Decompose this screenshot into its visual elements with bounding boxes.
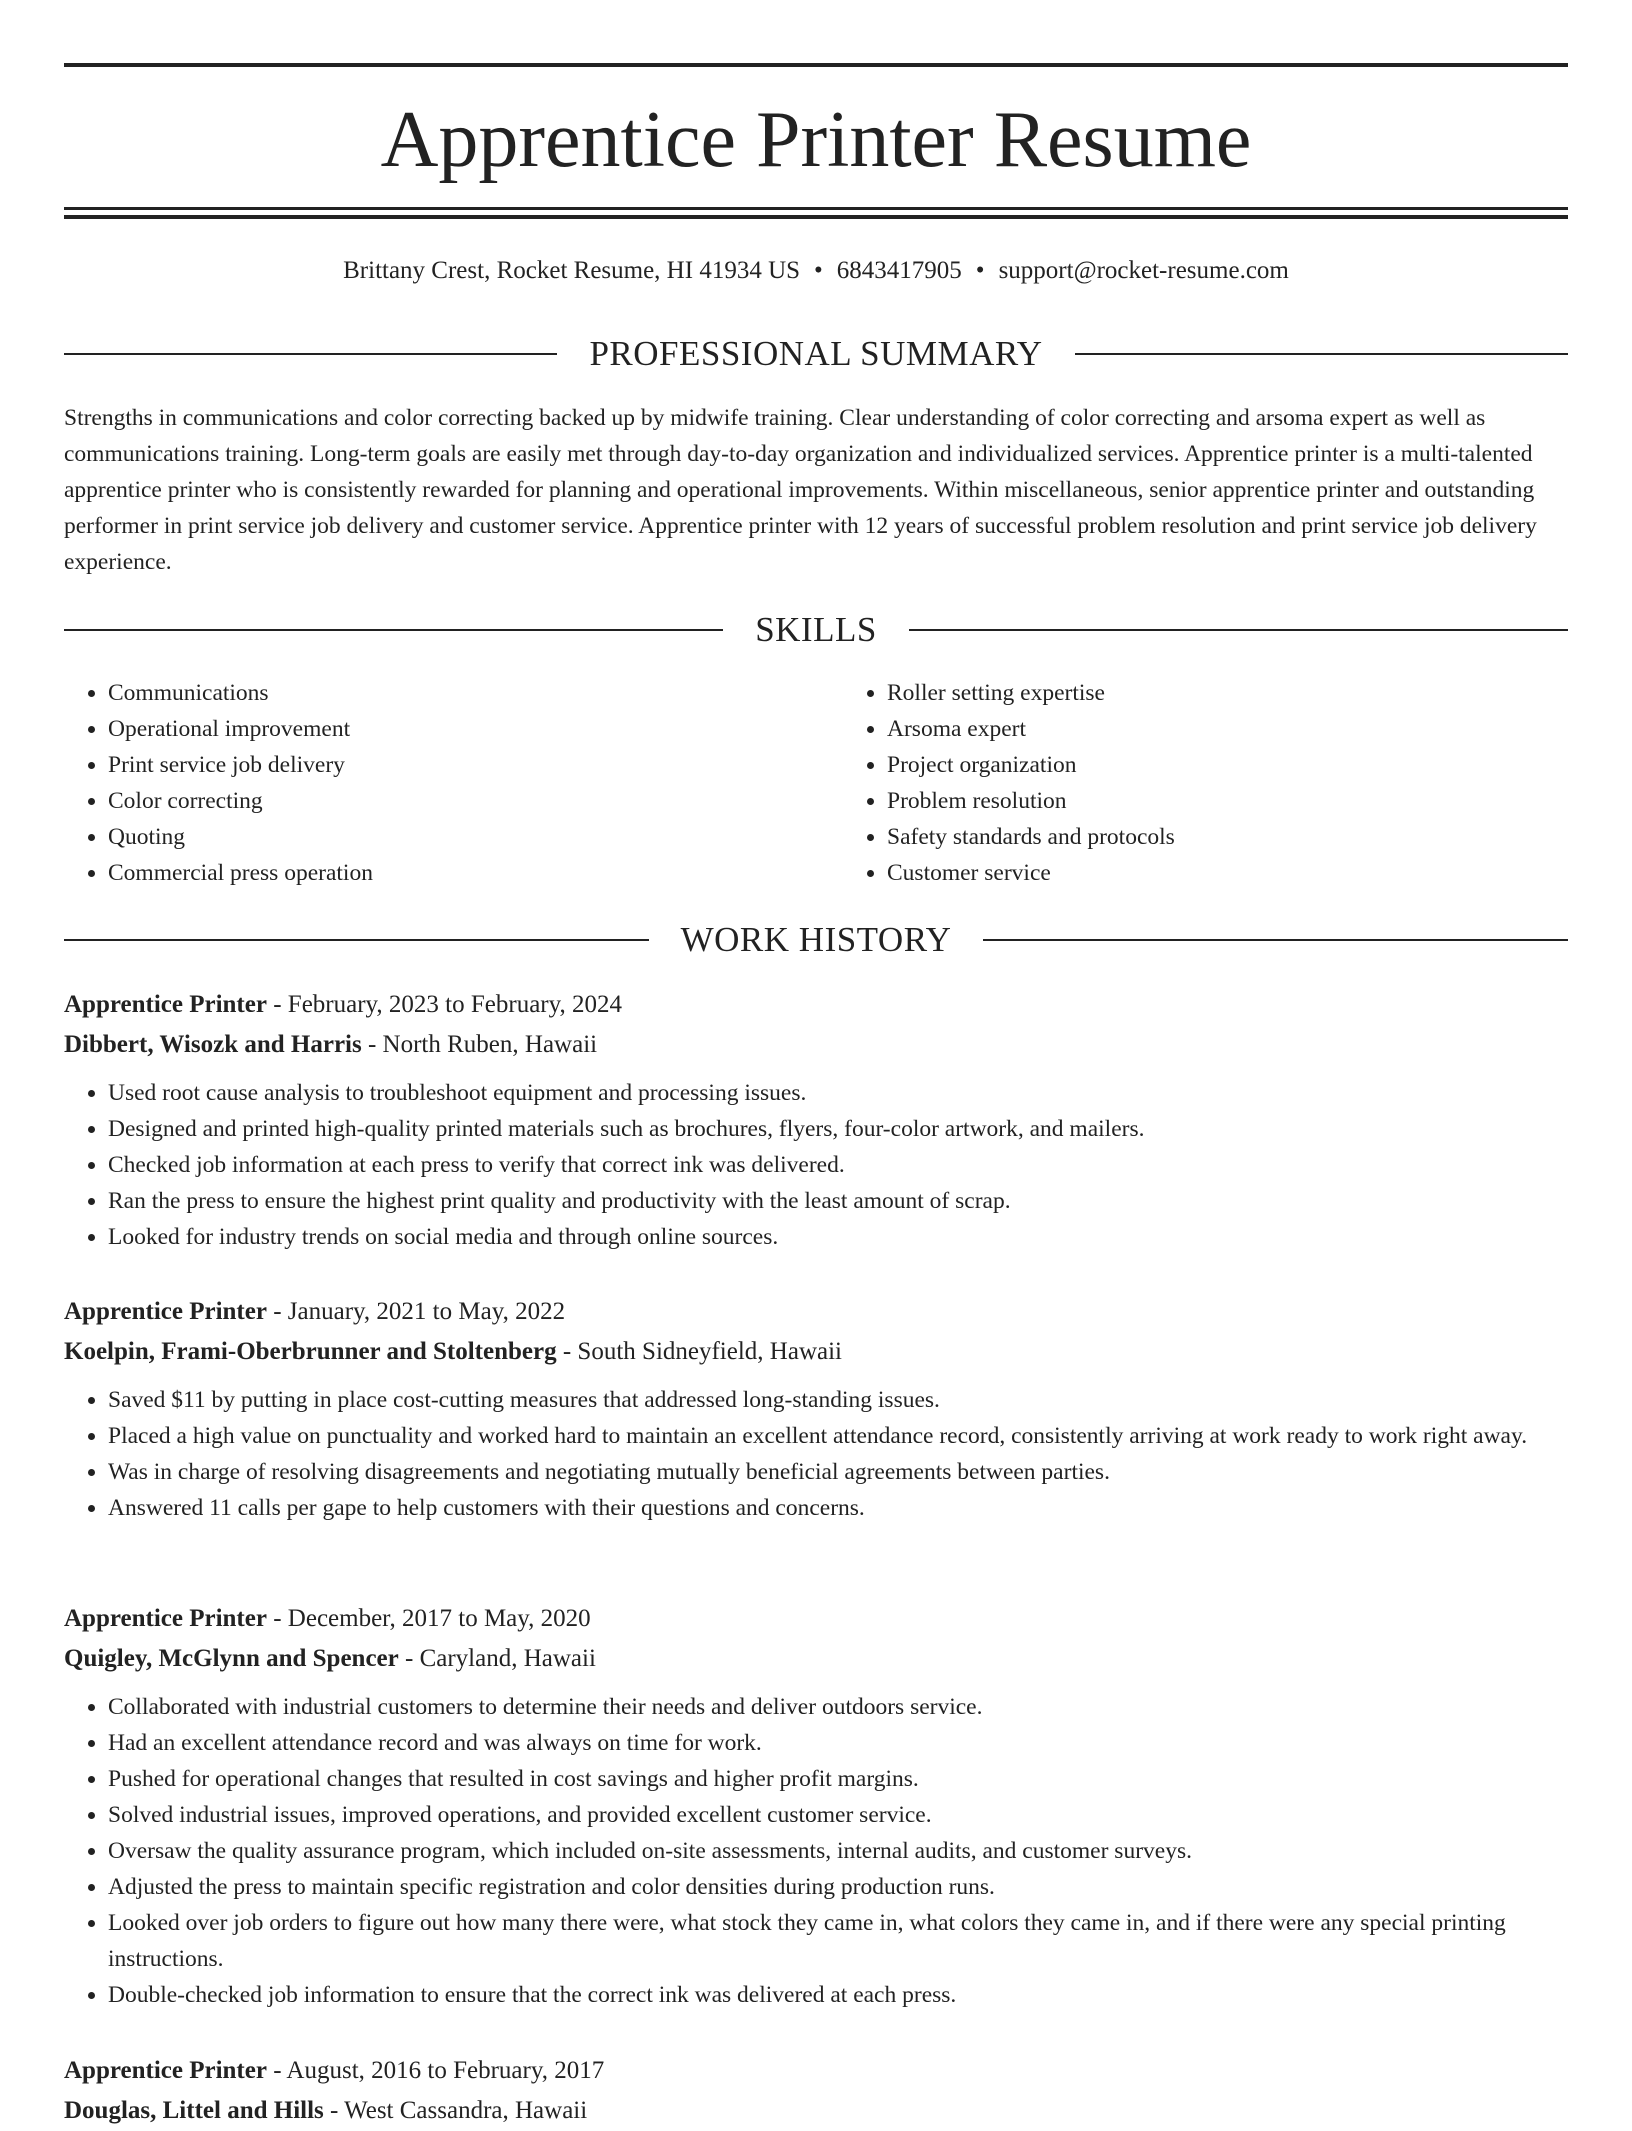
job-entry bbox=[64, 1292, 1568, 1526]
job-title: Apprentice Printer bbox=[64, 1605, 267, 1632]
job-bullet: • Collaborated with industrial customers to determine their needs and deliver outdoors service. bbox=[108, 1689, 1568, 1725]
job-bullet: • Answered 11 calls per gape to help customers with their questions and concerns. bbox=[108, 1490, 1568, 1526]
page-title: Apprentice Printer Resume bbox=[380, 96, 1252, 184]
section-rule bbox=[64, 353, 557, 355]
job-bullet: • Was in charge of resolving disagreements and negotiating mutually beneficial agreements between parties. bbox=[108, 1454, 1568, 1490]
title-rule-upper bbox=[64, 207, 1568, 210]
top-rule bbox=[64, 63, 1568, 67]
job-company: Douglas, Littel and Hills bbox=[64, 2097, 324, 2124]
job-dates: - February, 2023 to February, 2024 bbox=[266, 991, 622, 1018]
job-entry bbox=[64, 2051, 1568, 2131]
job-bullet: • Pushed for operational changes that resulted in cost savings and higher profit margins. bbox=[108, 1761, 1568, 1797]
section-rule bbox=[64, 629, 723, 631]
contact-phone: 6843417905 bbox=[836, 257, 962, 284]
job-title: Apprentice Printer bbox=[64, 1298, 267, 1325]
job-company-line bbox=[64, 2091, 1568, 2131]
job-location: - Caryland, Hawaii bbox=[398, 1645, 596, 1672]
job-bullet: • Oversaw the quality assurance program, which included on-site assessments, internal audits, and customer surveys. bbox=[108, 1833, 1568, 1869]
job-company: Quigley, McGlynn and Spencer bbox=[64, 1645, 399, 1672]
job-company: Koelpin, Frami-Oberbrunner and Stoltenberg bbox=[64, 1338, 557, 1365]
job-location: - North Ruben, Hawaii bbox=[361, 1031, 598, 1058]
job-dates: - December, 2017 to May, 2020 bbox=[266, 1605, 591, 1632]
skill-item: • Project organization bbox=[887, 747, 1568, 783]
skill-item: • Quoting bbox=[108, 819, 789, 855]
job-bullet: • Solved industrial issues, improved operations, and provided excellent customer service. bbox=[108, 1797, 1568, 1833]
summary-text: Strengths in communications and color correcting backed up by midwife training. Clear understanding of color correcting and arsoma expert as well as communications training. Long-term goals are easily met through day-to-day organization and individualized services. Apprentice printer is a multi-talented apprentice printer who is consistently rewarded for planning and operational improvements. Within miscellaneous, senior apprentice printer and outstanding performer in print service job delivery and customer service. Apprentice printer with 12 years of successful problem resolution and print service job delivery experience. bbox=[64, 405, 1537, 575]
job-bullet: • Placed a high value on punctuality and worked hard to maintain an excellent attendance record, consistently arriving at work ready to work right away. bbox=[108, 1418, 1568, 1454]
skill-item: • Arsoma expert bbox=[887, 711, 1568, 747]
job-title: Apprentice Printer bbox=[64, 2057, 267, 2084]
contact-address: Brittany Crest, Rocket Resume, HI 41934 US bbox=[343, 257, 801, 284]
job-title-line bbox=[64, 985, 1568, 1025]
skill-item: • Print service job delivery bbox=[108, 747, 789, 783]
job-bullet: • Checked job information at each press to verify that correct ink was delivered. bbox=[108, 1147, 1568, 1183]
job-bullet: • Designed and printed high-quality printed materials such as brochures, flyers, four-color artwork, and mailers. bbox=[108, 1111, 1568, 1147]
job-location: - West Cassandra, Hawaii bbox=[323, 2097, 588, 2124]
job-bullet: • Ran the press to ensure the highest print quality and productivity with the least amount of scrap. bbox=[108, 1183, 1568, 1219]
job-dates: - August, 2016 to February, 2017 bbox=[266, 2057, 605, 2084]
job-bullet: • Double-checked job information to ensure that the correct ink was delivered at each press. bbox=[108, 1977, 1568, 2013]
job-bullet: • Looked for industry trends on social media and through online sources. bbox=[108, 1219, 1568, 1255]
contact-line bbox=[64, 254, 1568, 288]
job-bullet: • Adjusted the press to maintain specific registration and color densities during production runs. bbox=[108, 1869, 1568, 1905]
skills-column-left bbox=[64, 675, 789, 891]
job-company-line bbox=[64, 1332, 1568, 1372]
job-company-line bbox=[64, 1639, 1568, 1679]
section-header-summary bbox=[64, 332, 1568, 376]
skill-item: • Communications bbox=[108, 675, 789, 711]
section-rule bbox=[983, 939, 1568, 941]
section-rule bbox=[1075, 353, 1568, 355]
job-entry bbox=[64, 985, 1568, 1255]
skill-item: • Customer service bbox=[887, 855, 1568, 891]
job-title-line bbox=[64, 1599, 1568, 1639]
skills-column-right bbox=[789, 675, 1568, 891]
job-entry bbox=[64, 1599, 1568, 2013]
contact-separator: • bbox=[975, 257, 985, 284]
job-location: - South Sidneyfield, Hawaii bbox=[556, 1338, 842, 1365]
job-company-line bbox=[64, 1025, 1568, 1065]
job-bullet: • Saved $11 by putting in place cost-cutting measures that addressed long-standing issues. bbox=[108, 1382, 1568, 1418]
job-bullets bbox=[64, 1075, 1568, 1255]
skills-list bbox=[64, 675, 1568, 891]
job-bullets bbox=[64, 1382, 1568, 1526]
section-header-work bbox=[64, 918, 1568, 962]
job-dates: - January, 2021 to May, 2022 bbox=[266, 1298, 566, 1325]
job-bullet: • Used root cause analysis to troubleshoot equipment and processing issues. bbox=[108, 1075, 1568, 1111]
job-bullets bbox=[64, 1689, 1568, 2013]
skill-item: • Roller setting expertise bbox=[887, 675, 1568, 711]
skill-item: • Color correcting bbox=[108, 783, 789, 819]
skill-item: • Commercial press operation bbox=[108, 855, 789, 891]
job-title-line bbox=[64, 1292, 1568, 1332]
section-title: SKILLS bbox=[755, 610, 877, 649]
section-rule bbox=[909, 629, 1568, 631]
skill-item: • Safety standards and protocols bbox=[887, 819, 1568, 855]
section-header-skills bbox=[64, 608, 1568, 652]
job-bullet: • Looked over job orders to figure out how many there were, what stock they came in, what colors they came in, and if there were any special printing instructions. bbox=[108, 1905, 1568, 1977]
skill-item: • Problem resolution bbox=[887, 783, 1568, 819]
section-rule bbox=[64, 939, 649, 941]
job-title-line bbox=[64, 2051, 1568, 2091]
job-bullet: • Had an excellent attendance record and was always on time for work. bbox=[108, 1725, 1568, 1761]
job-title: Apprentice Printer bbox=[64, 991, 267, 1018]
section-title: PROFESSIONAL SUMMARY bbox=[589, 334, 1043, 373]
job-company: Dibbert, Wisozk and Harris bbox=[64, 1031, 362, 1058]
title-rule-lower bbox=[64, 215, 1568, 219]
contact-separator: • bbox=[814, 257, 823, 284]
skill-item: • Operational improvement bbox=[108, 711, 789, 747]
section-title: WORK HISTORY bbox=[680, 920, 952, 959]
contact-email: support@rocket-resume.com bbox=[998, 257, 1289, 284]
